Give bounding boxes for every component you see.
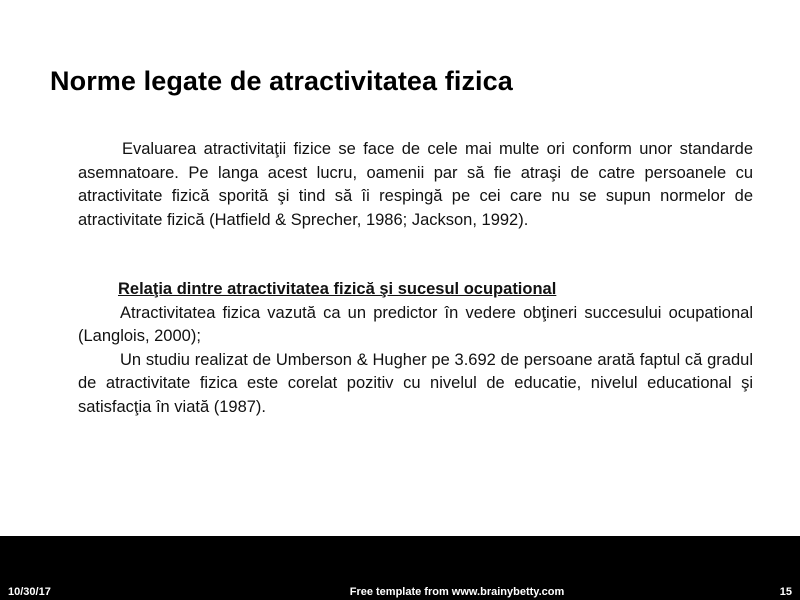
section-subheading: Relaţia dintre atractivitatea fizică şi sucesul ocupational bbox=[118, 280, 557, 298]
slide-content bbox=[78, 138, 753, 419]
footer-page-number: 15 bbox=[779, 586, 792, 598]
slide-title: Norme legate de atractivitatea fizica bbox=[50, 66, 513, 96]
footer-credit: Free template from www.brainybetty.com bbox=[349, 586, 565, 598]
footer-date: 10/30/17 bbox=[8, 586, 51, 598]
slide-footer bbox=[0, 536, 800, 600]
paragraph-predictor: Atractivitatea fizica vazută ca un predictor în vedere obţineri succesului ocupational (Langlois, 2000); bbox=[78, 303, 753, 345]
paragraph-spacer bbox=[78, 232, 753, 278]
paragraph-norms: Evaluarea atractivitaţii fizice se face de cele mai multe ori conform unor standarde asemnatoare. Pe langa acest lucru, oamenii par să fie atraşi de catre persoanele cu atractivitate fizică sporită şi tind să îi respingă pe cei care nu se supun normelor de atractivitate fizică (Hatfield & Sprecher, 1986; Jackson, 1992). bbox=[78, 140, 753, 229]
paragraph-study: Un studiu realizat de Umberson & Hugher pe 3.692 de persoane arată faptul că gradul de atractivitate fizica este corelat pozitiv cu nivelul de educatie, nivelul educational şi satisfacţia în viată (1987). bbox=[78, 350, 753, 416]
